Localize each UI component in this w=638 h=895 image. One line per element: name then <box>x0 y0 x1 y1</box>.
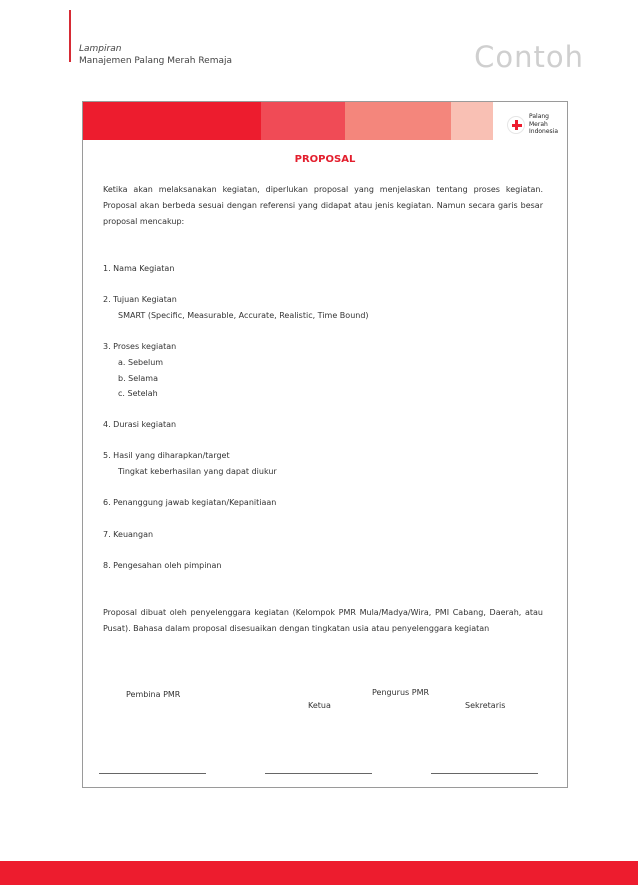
header-subtitle: Manajemen Palang Merah Remaja <box>79 56 233 66</box>
header-band-coral <box>261 102 345 140</box>
list-item: 7. Keuangan <box>103 530 154 539</box>
signature-ketua-label: Ketua <box>308 701 331 710</box>
signature-line-pembina <box>99 773 206 774</box>
list-item: 4. Durasi kegiatan <box>103 420 177 429</box>
signature-line-ketua <box>265 773 372 774</box>
list-subitem: c. Setelah <box>118 389 158 398</box>
header-band-pink <box>451 102 493 140</box>
list-item-detail: SMART (Specific, Measurable, Accurate, Realistic, Time Bound) <box>118 311 369 320</box>
signature-pengurus-label: Pengurus PMR <box>372 688 430 697</box>
logo-text <box>529 113 558 136</box>
list-item: 3. Proses kegiatan <box>103 342 177 351</box>
list-subitem: a. Sebelum <box>118 358 164 367</box>
header-band-red <box>83 102 261 140</box>
document-title: PROPOSAL <box>294 154 356 165</box>
logo-line-1: Palang <box>529 113 549 120</box>
header-band-salmon <box>345 102 451 140</box>
signature-line-sekretaris <box>431 773 538 774</box>
list-item: 8. Pengesahan oleh pimpinan <box>103 561 222 570</box>
list-item: 1. Nama Kegiatan <box>103 264 175 273</box>
list-item-detail: Tingkat keberhasilan yang dapat diukur <box>118 467 277 476</box>
closing-paragraph: Proposal dibuat oleh penyelenggara kegiatan (Kelompok PMR Mula/Madya/Wira, PMI Cabang, Daerah, atau Pusat). Bahasa dalam proposal disesuaikan dengan tingkatan usia atau penyelenggara kegiatan <box>103 608 543 633</box>
pmi-logo <box>507 112 567 138</box>
logo-line-2: Merah <box>529 120 548 128</box>
intro-paragraph: Ketika akan melaksanakan kegiatan, diperlukan proposal yang menjelaskan tentang proses kegiatan. Proposal akan berbeda sesuai dengan referensi yang didapat atau jenis kegiatan. Namun secara garis besar proposal mencakup: <box>103 185 543 226</box>
header-category: Lampiran <box>79 44 122 54</box>
list-item: 6. Penanggung jawab kegiatan/Kepanitiaan <box>103 498 277 507</box>
header-accent-rule <box>69 10 71 62</box>
watermark-label: Contoh <box>474 40 584 74</box>
list-item: 5. Hasil yang diharapkan/target <box>103 451 230 460</box>
signature-sekretaris-label: Sekretaris <box>465 701 506 710</box>
footer-band <box>0 861 638 885</box>
red-cross-icon <box>507 116 525 134</box>
list-subitem: b. Selama <box>118 374 158 383</box>
signature-pembina-label: Pembina PMR <box>126 690 181 699</box>
list-item: 2. Tujuan Kegiatan <box>103 295 177 304</box>
proposal-document <box>82 101 568 788</box>
logo-line-3: Indonesia <box>529 128 559 135</box>
